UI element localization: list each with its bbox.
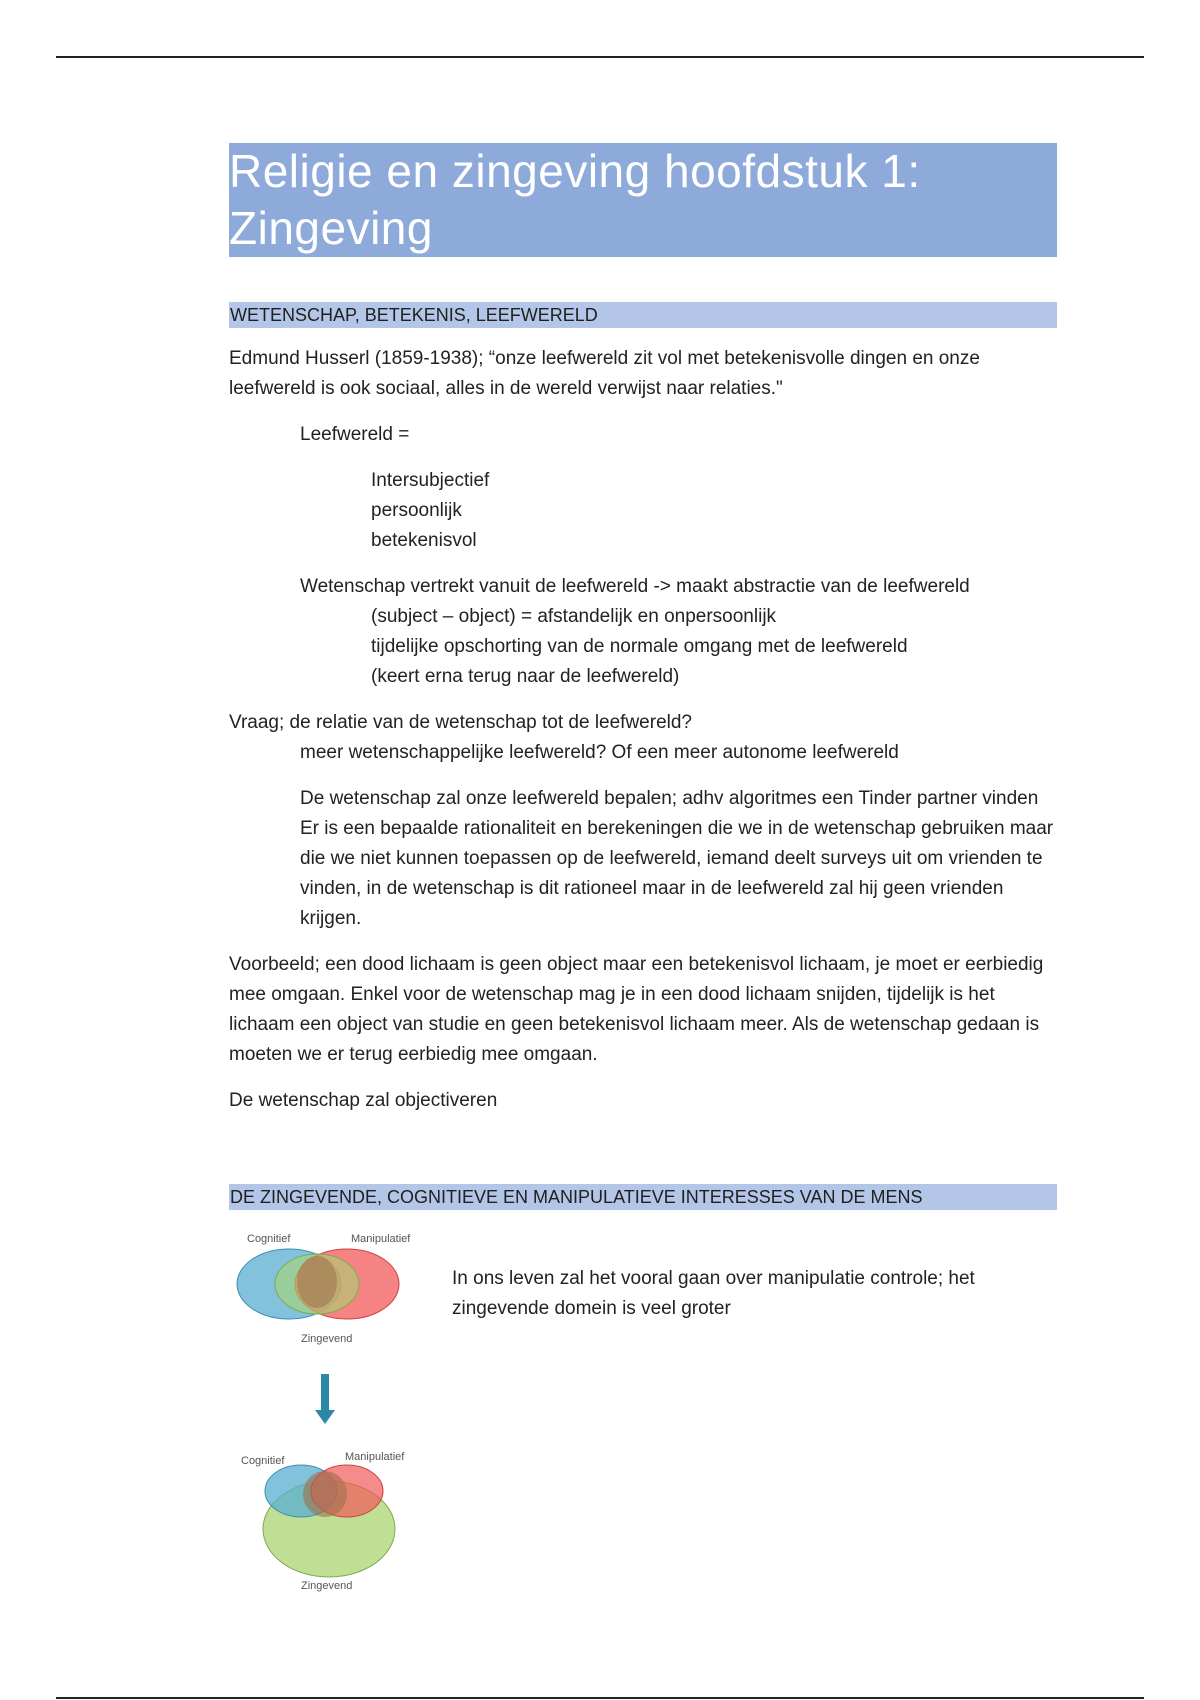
overlap-bottom	[303, 1471, 347, 1517]
section-heading-interesses: DE ZINGEVENDE, COGNITIEVE EN MANIPULATIEVE INTERESSES VAN DE MENS	[229, 1184, 1057, 1210]
wetenschap-item: (keert erna terug naar de leefwereld)	[371, 666, 680, 687]
leefwereld-item: Intersubjectief	[371, 470, 490, 491]
arrow-down-icon	[315, 1410, 335, 1424]
label-manipulatief-bottom: Manipulatief	[345, 1451, 405, 1463]
leefwereld-item: betekenisvol	[371, 530, 477, 551]
document-page	[229, 143, 1057, 1604]
voorbeeld-paragraph: Voorbeeld; een dood lichaam is geen object maar een betekenisvol lichaam, je moet er eerbiedig mee omgaan. Enkel voor de wetenschap mag je in een dood lichaam snijden, tijdelijk is het lichaam een object van studie en geen betekenisvol lichaam meer. Als de wetenschap gedaan is moeten we er terug eerbiedig mee omgaan.	[229, 954, 1044, 1065]
overlap-top	[297, 1256, 337, 1308]
section-heading-wetenschap: WETENSCHAP, BETEKENIS, LEEFWERELD	[229, 302, 1057, 328]
header-rule	[56, 56, 1144, 58]
label-zingevend-top: Zingevend	[301, 1333, 353, 1345]
leefwereld-list	[229, 466, 1057, 556]
leefwereld-label: Leefwereld =	[300, 424, 410, 445]
venn-description: In ons leven zal het vooral gaan over manipulatie controle; het zingevende domein is veel groter	[452, 1268, 975, 1319]
venn-section	[229, 1224, 1057, 1604]
vraag: Vraag; de relatie van de wetenschap tot de leefwereld?	[229, 712, 692, 733]
rationaliteit-paragraph: Er is een bepaalde rationaliteit en berekeningen die we in de wetenschap gebruiken maar die we niet kunnen toepassen op de leefwereld, iemand deelt surveys uit om vrienden te vinden, in de wetenschap is dit rationeel maar in de leefwereld zal hij geen vrienden krijgen.	[300, 818, 1054, 929]
objectiveren-paragraph: De wetenschap zal objectiveren	[229, 1090, 498, 1111]
wetenschap-item: (subject – object) = afstandelijk en onpersoonlijk	[371, 606, 777, 627]
wetenschap-item: tijdelijke opschorting van de normale omgang met de leefwereld	[371, 636, 908, 657]
wetenschap-line: Wetenschap vertrekt vanuit de leefwereld -> maakt abstractie van de leefwereld	[300, 576, 970, 597]
label-manipulatief-top: Manipulatief	[351, 1233, 411, 1245]
label-cognitief-bottom: Cognitief	[241, 1455, 285, 1467]
husserl-quote: Edmund Husserl (1859-1938); “onze leefwereld zit vol met betekenisvolle dingen en onze leefwereld is ook sociaal, alles in de wereld verwijst naar relaties."	[229, 348, 980, 399]
label-cognitief-top: Cognitief	[247, 1233, 291, 1245]
label-zingevend-bottom: Zingevend	[301, 1580, 353, 1592]
document-title: Religie en zingeving hoofdstuk 1: Zingeving	[229, 143, 1057, 257]
footer-rule	[56, 1697, 1144, 1699]
vraag-sub: meer wetenschappelijke leefwereld? Of een meer autonome leefwereld	[300, 742, 899, 763]
venn-diagram	[229, 1224, 434, 1594]
leefwereld-item: persoonlijk	[371, 500, 462, 521]
arrow-shaft	[321, 1374, 329, 1412]
bepalen-paragraph: De wetenschap zal onze leefwereld bepalen; adhv algoritmes een Tinder partner vinden	[300, 788, 1039, 809]
